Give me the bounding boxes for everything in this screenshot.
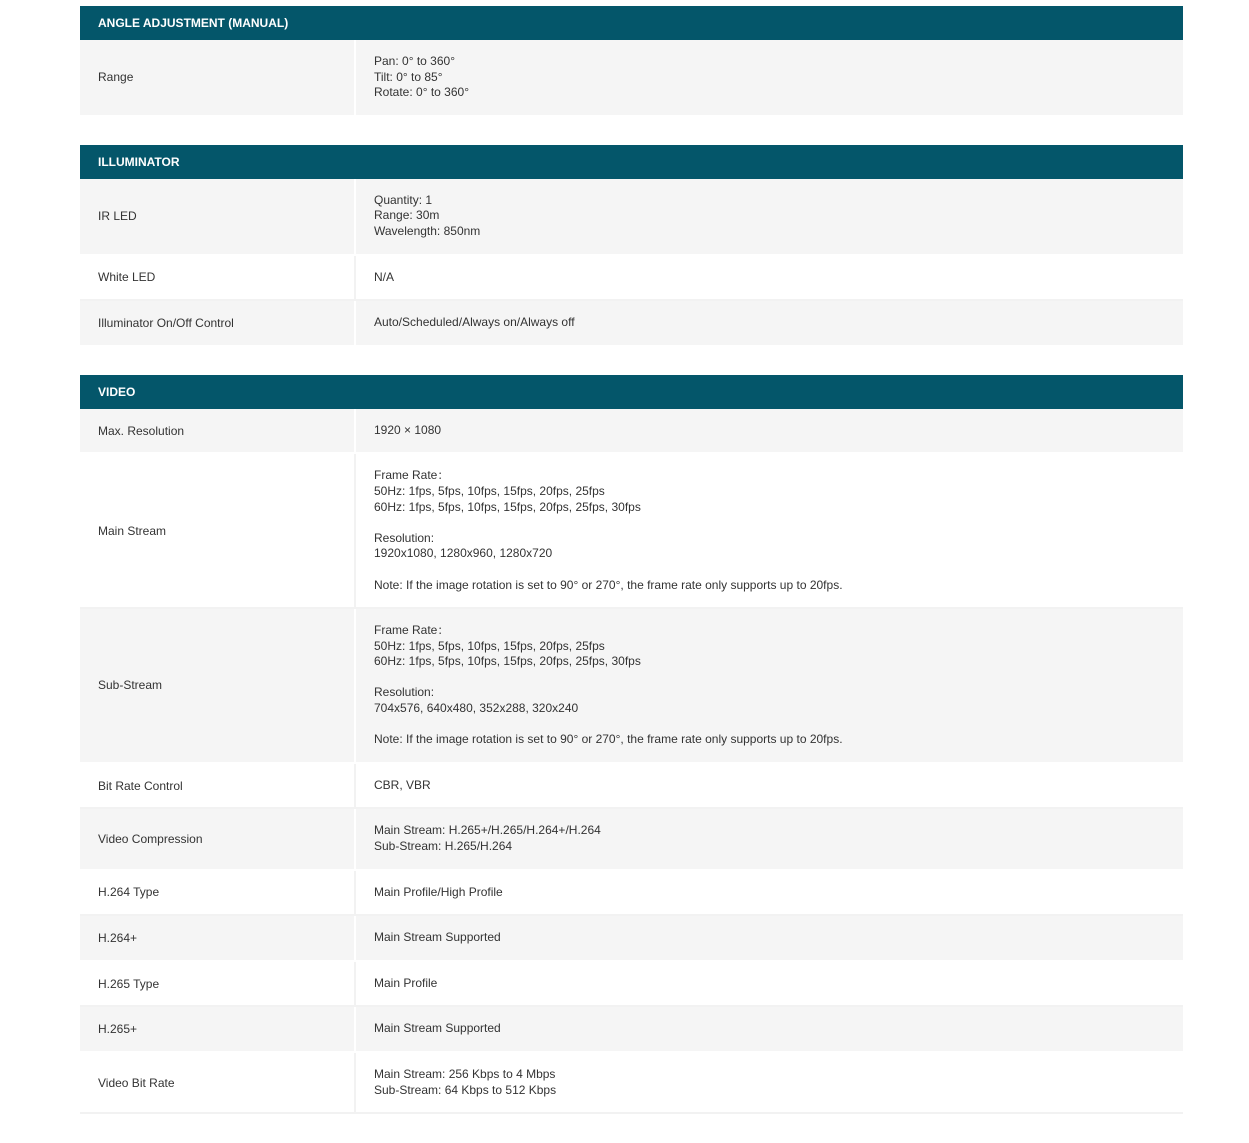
spec-value <box>356 40 1183 115</box>
spec-value-line: Sub-Stream: 64 Kbps to 512 Kbps <box>374 1082 557 1097</box>
spec-row <box>80 256 1183 302</box>
spec-row <box>80 40 1183 117</box>
spec-value <box>356 1053 1183 1112</box>
spec-row <box>80 962 1183 1008</box>
spec-row <box>80 1007 1183 1053</box>
spec-table <box>80 6 1183 1114</box>
spec-value-line: Resolution: <box>374 530 435 545</box>
spec-value-line <box>374 717 1165 733</box>
spec-value-line: Main Profile <box>374 975 438 990</box>
spec-label: H.265+ <box>80 1007 356 1051</box>
spec-section <box>80 145 1183 347</box>
spec-value-line: Frame Rate： <box>374 623 450 638</box>
spec-row <box>80 609 1183 764</box>
spec-value-line: 60Hz: 1fps, 5fps, 10fps, 15fps, 20fps, 25fps, 30fps <box>374 654 641 669</box>
spec-value <box>356 179 1183 254</box>
spec-section <box>80 6 1183 117</box>
spec-value-line <box>374 670 1165 686</box>
spec-label: H.264 Type <box>80 871 356 915</box>
spec-row <box>80 764 1183 810</box>
spec-value-line: Quantity: 1 <box>374 192 433 207</box>
spec-value <box>356 409 1183 453</box>
spec-row <box>80 916 1183 962</box>
spec-value-line: Main Profile/High Profile <box>374 884 503 899</box>
spec-label: Main Stream <box>80 454 356 607</box>
spec-value <box>356 764 1183 808</box>
spec-value-line: Range: 30m <box>374 208 440 223</box>
spec-value-line: Frame Rate： <box>374 468 450 483</box>
spec-label: Sub-Stream <box>80 609 356 762</box>
spec-value <box>356 871 1183 915</box>
spec-row <box>80 179 1183 256</box>
spec-label: IR LED <box>80 179 356 254</box>
spec-row <box>80 301 1183 347</box>
spec-value-line: 60Hz: 1fps, 5fps, 10fps, 15fps, 20fps, 25fps, 30fps <box>374 499 641 514</box>
spec-value-line: N/A <box>374 269 395 284</box>
spec-value-line: Note: If the image rotation is set to 90° or 270°, the frame rate only supports up to 20fps. <box>374 732 843 747</box>
spec-value-line: CBR, VBR <box>374 777 431 792</box>
spec-label: Max. Resolution <box>80 409 356 453</box>
spec-label: Bit Rate Control <box>80 764 356 808</box>
spec-value-line: Wavelength: 850nm <box>374 223 481 238</box>
spec-value-line: Main Stream: 256 Kbps to 4 Mbps <box>374 1067 556 1081</box>
spec-value-line: 1920x1080, 1280x960, 1280x720 <box>374 546 553 561</box>
spec-value <box>356 1007 1183 1051</box>
spec-value <box>356 454 1183 607</box>
spec-row <box>80 871 1183 917</box>
spec-value-line: 50Hz: 1fps, 5fps, 10fps, 15fps, 20fps, 25fps <box>374 638 605 653</box>
spec-label: Video Compression <box>80 809 356 868</box>
spec-value-line: Rotate: 0° to 360° <box>374 85 469 100</box>
spec-value-line: Tilt: 0° to 85° <box>374 69 443 84</box>
spec-value-line: Main Stream: H.265+/H.265/H.264+/H.264 <box>374 823 601 838</box>
spec-value <box>356 962 1183 1006</box>
spec-value <box>356 916 1183 960</box>
spec-value-line: Auto/Scheduled/Always on/Always off <box>374 315 575 330</box>
spec-label: Illuminator On/Off Control <box>80 301 356 345</box>
spec-label: Video Bit Rate <box>80 1053 356 1112</box>
spec-value-line: Note: If the image rotation is set to 90° or 270°, the frame rate only supports up to 20fps. <box>374 577 843 592</box>
spec-value <box>356 609 1183 762</box>
spec-value-line <box>374 515 1165 531</box>
spec-value-line: Main Stream Supported <box>374 930 501 945</box>
spec-row <box>80 809 1183 870</box>
spec-row <box>80 1053 1183 1114</box>
spec-value-line: 704x576, 640x480, 352x288, 320x240 <box>374 701 579 716</box>
spec-value-line: Main Stream Supported <box>374 1021 501 1036</box>
spec-value-line: Pan: 0° to 360° <box>374 54 455 68</box>
spec-label: H.265 Type <box>80 962 356 1006</box>
section-header: VIDEO <box>80 375 1183 409</box>
spec-section <box>80 375 1183 1114</box>
spec-value <box>356 256 1183 300</box>
section-header: ANGLE ADJUSTMENT (MANUAL) <box>80 6 1183 40</box>
spec-label: Range <box>80 40 356 115</box>
section-header: ILLUMINATOR <box>80 145 1183 179</box>
spec-value-line <box>374 562 1165 578</box>
spec-value <box>356 809 1183 868</box>
spec-value <box>356 301 1183 345</box>
spec-value-line: 1920 × 1080 <box>374 422 442 437</box>
spec-label: White LED <box>80 256 356 300</box>
spec-value-line: 50Hz: 1fps, 5fps, 10fps, 15fps, 20fps, 25fps <box>374 483 605 498</box>
spec-row <box>80 409 1183 455</box>
spec-label: H.264+ <box>80 916 356 960</box>
spec-value-line: Sub-Stream: H.265/H.264 <box>374 839 513 854</box>
spec-row <box>80 454 1183 609</box>
spec-value-line: Resolution: <box>374 685 435 700</box>
